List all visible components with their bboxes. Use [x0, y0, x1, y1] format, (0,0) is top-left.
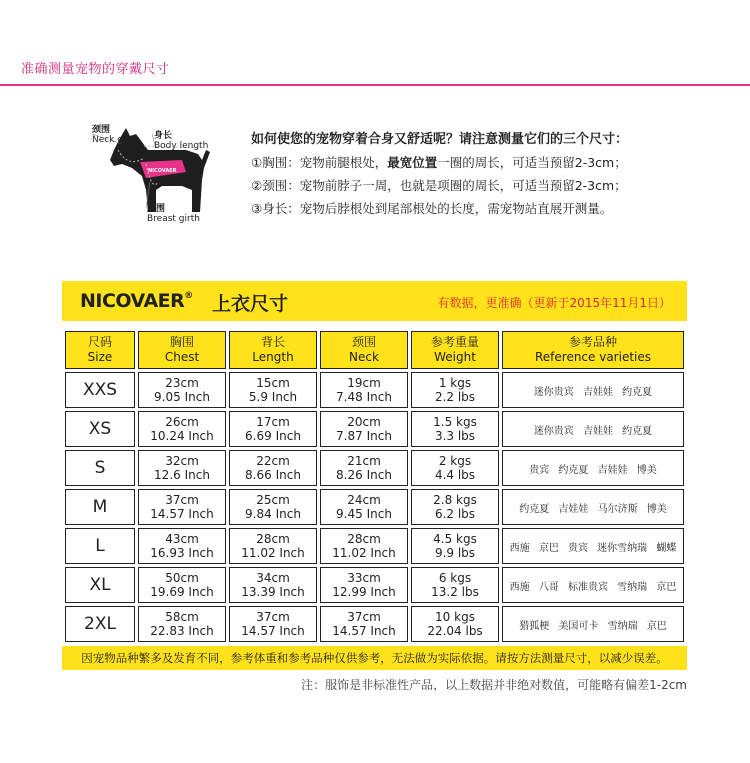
table-header-row — [65, 331, 684, 369]
neck-cell: 24cm 9.45 Inch — [320, 489, 408, 525]
length-cell: 34cm 13.39 Inch — [229, 567, 317, 603]
brand-logo: NICOVAER® — [80, 290, 193, 312]
breast-girth-label: 胸围 Breast girth — [147, 204, 200, 224]
title-divider — [0, 84, 750, 86]
instruction-neck: ②颈围：宠物前脖子一周，也就是项圈的周长，可适当预留2-3cm； — [251, 178, 627, 193]
table-row — [65, 450, 684, 486]
neck-cell: 21cm 8.26 Inch — [320, 450, 408, 486]
table-row — [65, 606, 684, 642]
size-cell: M — [65, 489, 135, 525]
disclaimer: 注：服饰是非标准性产品，以上数据并非绝对数值，可能略有偏差1-2cm — [301, 678, 687, 692]
table-row — [65, 567, 684, 603]
shirt-brand-label: NICOVAER — [148, 168, 177, 174]
breeds-cell: 约克夏 吉娃娃 马尔济斯 博美 — [502, 489, 684, 525]
length-cell: 22cm 8.66 Inch — [229, 450, 317, 486]
chest-cell: 26cm 10.24 Inch — [138, 411, 226, 447]
size-cell: XXS — [65, 372, 135, 408]
breeds-cell: 迷你贵宾 吉娃娃 约克夏 — [502, 372, 684, 408]
instructions-heading: 如何使您的宠物穿着合身又舒适呢？请注意测量它们的三个尺寸： — [251, 132, 629, 147]
breeds-cell: 贵宾 约克夏 吉娃娃 博美 — [502, 450, 684, 486]
dog-measurement-diagram — [62, 120, 232, 228]
weight-cell: 1 kgs 2.2 lbs — [411, 372, 499, 408]
chest-cell: 37cm 14.57 Inch — [138, 489, 226, 525]
chart-subtitle: 上衣尺寸 — [212, 293, 289, 315]
table-row — [65, 528, 684, 564]
weight-cell: 1.5 kgs 3.3 lbs — [411, 411, 499, 447]
chest-cell: 23cm 9.05 Inch — [138, 372, 226, 408]
table-row — [65, 411, 684, 447]
header-chest: 胸围 Chest — [138, 331, 226, 369]
weight-cell: 4.5 kgs 9.9 lbs — [411, 528, 499, 564]
length-cell: 28cm 11.02 Inch — [229, 528, 317, 564]
reference-note: 因宠物品种繁多及发育不同，参考体重和参考品种仅供参考，无法做为实际依据。请按方法测量尺寸，以减少误差。 — [62, 646, 687, 670]
size-cell: XL — [65, 567, 135, 603]
weight-cell: 6 kgs 13.2 lbs — [411, 567, 499, 603]
update-note: 有数据，更准确（更新于2015年11月1日） — [437, 296, 671, 310]
body-length-label: 身长 Body length — [154, 131, 209, 151]
length-cell: 25cm 9.84 Inch — [229, 489, 317, 525]
size-cell: XS — [65, 411, 135, 447]
length-cell: 37cm 14.57 Inch — [229, 606, 317, 642]
chest-cell: 50cm 19.69 Inch — [138, 567, 226, 603]
size-cell: S — [65, 450, 135, 486]
chest-cell: 58cm 22.83 Inch — [138, 606, 226, 642]
instruction-chest: ①胸围：宠物前腿根处，最宽位置一圈的周长，可适当预留2-3cm； — [251, 155, 627, 170]
neck-cell: 19cm 7.48 Inch — [320, 372, 408, 408]
length-cell: 17cm 6.69 Inch — [229, 411, 317, 447]
header-breeds: 参考品种 Reference varieties — [502, 331, 684, 369]
weight-cell: 2.8 kgs 6.2 lbs — [411, 489, 499, 525]
section-title: 准确测量宠物的穿戴尺寸 — [21, 62, 170, 77]
weight-cell: 10 kgs 22.04 lbs — [411, 606, 499, 642]
header-weight: 参考重量 Weight — [411, 331, 499, 369]
size-table — [62, 328, 687, 645]
header-size: 尺码 Size — [65, 331, 135, 369]
table-row — [65, 372, 684, 408]
size-cell: L — [65, 528, 135, 564]
length-cell: 15cm 5.9 Inch — [229, 372, 317, 408]
neck-cell: 37cm 14.57 Inch — [320, 606, 408, 642]
size-chart-banner — [62, 281, 687, 321]
breeds-cell: 西施 京巴 贵宾 迷你雪纳瑞 蝴蝶 — [502, 528, 684, 564]
table-row — [65, 489, 684, 525]
header-neck: 颈围 Neck — [320, 331, 408, 369]
chest-cell: 43cm 16.93 Inch — [138, 528, 226, 564]
chest-cell: 32cm 12.6 Inch — [138, 450, 226, 486]
breeds-cell: 迷你贵宾 吉娃娃 约克夏 — [502, 411, 684, 447]
instruction-length: ③身长：宠物后脖根处到尾部根处的长度，需宠物站直展开测量。 — [251, 201, 613, 216]
neck-cell: 20cm 7.87 Inch — [320, 411, 408, 447]
weight-cell: 2 kgs 4.4 lbs — [411, 450, 499, 486]
measurement-instructions — [251, 128, 628, 220]
neck-cell: 33cm 12.99 Inch — [320, 567, 408, 603]
neck-girth-label: 颈围 Neck girth — [92, 125, 139, 145]
neck-cell: 28cm 11.02 Inch — [320, 528, 408, 564]
size-cell: 2XL — [65, 606, 135, 642]
breeds-cell: 西施 八哥 标准贵宾 雪纳瑞 京巴 — [502, 567, 684, 603]
header-length: 背长 Length — [229, 331, 317, 369]
breeds-cell: 猎狐梗 美国可卡 雪纳瑞 京巴 — [502, 606, 684, 642]
